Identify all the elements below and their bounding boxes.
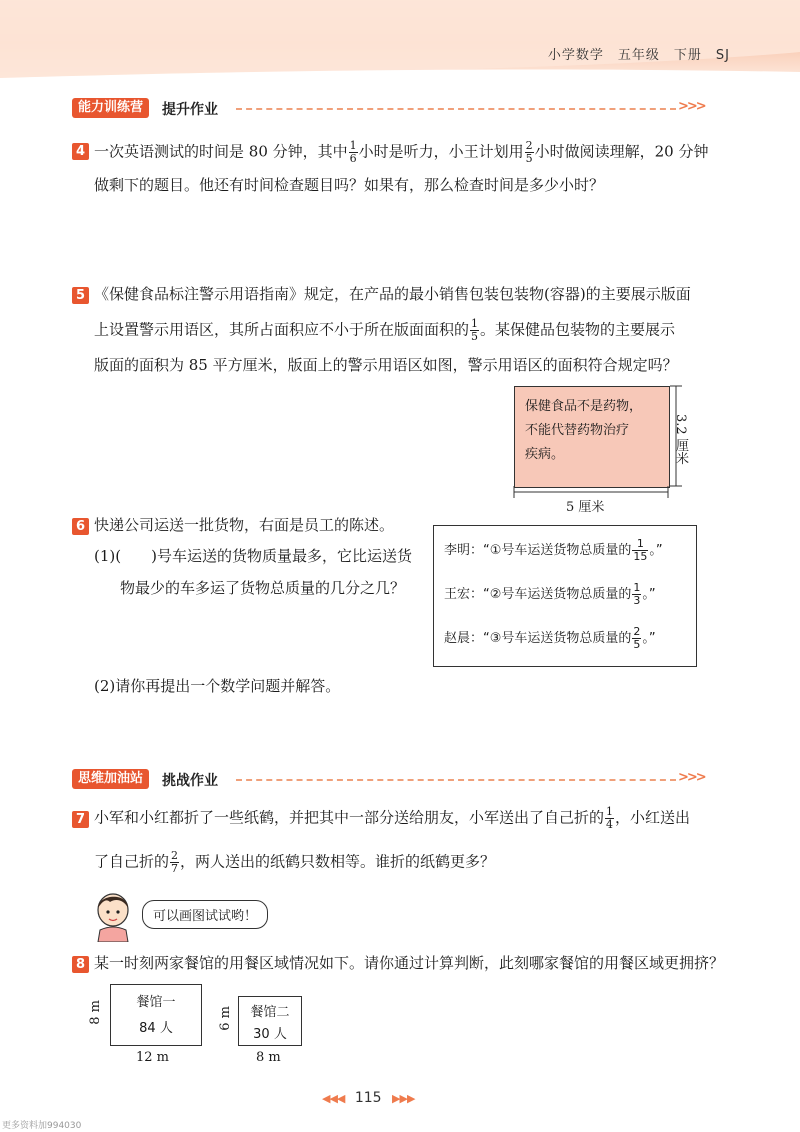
fraction: $\frac{1}{5}$ bbox=[471, 317, 479, 343]
next-arrows-icon: ▶▶▶ bbox=[392, 1092, 415, 1105]
page-nav bbox=[322, 1090, 414, 1106]
section-label: 挑战作业 bbox=[162, 773, 218, 789]
statements-box bbox=[433, 525, 697, 667]
q5-text: 。某保健品包装物的主要展示 bbox=[480, 320, 676, 339]
fraction: $\frac{2}{5}$ bbox=[525, 139, 533, 165]
book-title: 小学数学 五年级 下册 SJ bbox=[547, 48, 730, 63]
boy-avatar-icon bbox=[90, 888, 136, 942]
fraction: $\frac{2}{7}$ bbox=[171, 849, 179, 875]
section-label: 提升作业 bbox=[162, 102, 218, 118]
question-number: 6 bbox=[72, 518, 89, 535]
page-number: 115 bbox=[354, 1090, 382, 1106]
q7-line1: 小军和小红都折了一些纸鹤，并把其中一部分送给朋友，小军送出了自己折的 $\frac{1}{4}$ ，小红送出 bbox=[94, 805, 691, 831]
q6-part1-b: 物最少的车多运了货物总质量的几分之几？ bbox=[120, 579, 406, 597]
section-badge: 思维加油站 bbox=[72, 769, 149, 789]
prev-arrows-icon: ◀◀◀ bbox=[322, 1092, 345, 1105]
warning-text: 保健食品不是药物， 不能代替药物治疗 疾病。 bbox=[525, 399, 643, 462]
q4-text: 小时是听力，小王计划用 bbox=[358, 142, 524, 161]
section-badge: 能力训练营 bbox=[72, 98, 149, 118]
fraction: $\frac{1}{4}$ bbox=[606, 805, 614, 831]
restaurant-two-height: 6 m bbox=[218, 1006, 233, 1031]
q4-line1 bbox=[94, 140, 709, 165]
section-divider bbox=[236, 108, 676, 110]
restaurant-one-box bbox=[110, 984, 202, 1046]
statement-wanghong: 王宏：“②号车运送货物总质量的 $\frac{1}{3}$ 。” bbox=[444, 581, 656, 607]
q6-part1-a: (1)( )号车运送的货物质量最多，它比运送货 bbox=[94, 547, 412, 565]
restaurant-one-people: 84 人 bbox=[139, 1021, 173, 1036]
q8-text: 某一时刻两家餐馆的用餐区域情况如下。请你通过计算判断，此刻哪家餐馆的用餐区域更拥挤？ bbox=[94, 954, 725, 972]
q5-line2 bbox=[94, 318, 675, 343]
question-number: 4 bbox=[72, 143, 89, 160]
chevron-right-icon: >>> bbox=[678, 770, 705, 785]
q5-line3: 版面的面积为 85 平方厘米，版面上的警示用语区如图，警示用语区的面积符合规定吗？ bbox=[94, 356, 678, 374]
chevron-right-icon: >>> bbox=[678, 99, 705, 114]
q5-text: 上设置警示用语区，其所占面积应不小于所在版面面积的 bbox=[94, 320, 470, 339]
question-number: 5 bbox=[72, 287, 89, 304]
restaurant-two-people: 30 人 bbox=[253, 1027, 287, 1042]
statement-liming: 李明：“①号车运送货物总质量的 $\frac{1}{15}$ 。” bbox=[444, 537, 663, 563]
hint-bubble: 可以画图试试哟！ bbox=[142, 900, 268, 929]
restaurant-two-width: 8 m bbox=[256, 1050, 281, 1065]
footer-note: 更多资料加994030 bbox=[2, 1121, 82, 1131]
q4-line2: 做剩下的题目。他还有时间检查题目吗？如果有，那么检查时间是多少小时？ bbox=[94, 176, 605, 194]
statement-zhaochen: 赵晨：“③号车运送货物总质量的 $\frac{2}{5}$ 。” bbox=[444, 625, 656, 651]
height-label: 3.2 厘米 bbox=[673, 414, 688, 465]
restaurant-one-width: 12 m bbox=[136, 1050, 170, 1065]
restaurant-two-name: 餐馆二 bbox=[250, 1005, 290, 1020]
width-label: 5 厘米 bbox=[566, 500, 605, 515]
q5-line1: 《保健食品标注警示用语指南》规定，在产品的最小销售包装包装物(容器)的主要展示版面 bbox=[94, 285, 691, 303]
question-number: 8 bbox=[72, 956, 89, 973]
restaurant-one-height: 8 m bbox=[88, 1000, 103, 1025]
q4-text: 小时做阅读理解，20 分钟 bbox=[534, 142, 709, 161]
section-divider bbox=[236, 779, 676, 781]
restaurant-one-name: 餐馆一 bbox=[136, 995, 176, 1010]
q6-part2: (2)请你再提出一个数学问题并解答。 bbox=[94, 677, 341, 695]
restaurant-two-box bbox=[238, 996, 302, 1046]
question-number: 7 bbox=[72, 811, 89, 828]
q4-text: 一次英语测试的时间是 80 分钟，其中 bbox=[94, 142, 348, 161]
fraction: $\frac{1}{6}$ bbox=[349, 139, 357, 165]
q6-intro: 快递公司运送一批货物，右面是员工的陈述。 bbox=[94, 516, 395, 534]
q7-line2: 了自己折的 $\frac{2}{7}$ ，两人送出的纸鹤只数相等。谁折的纸鹤更多？ bbox=[94, 849, 496, 875]
